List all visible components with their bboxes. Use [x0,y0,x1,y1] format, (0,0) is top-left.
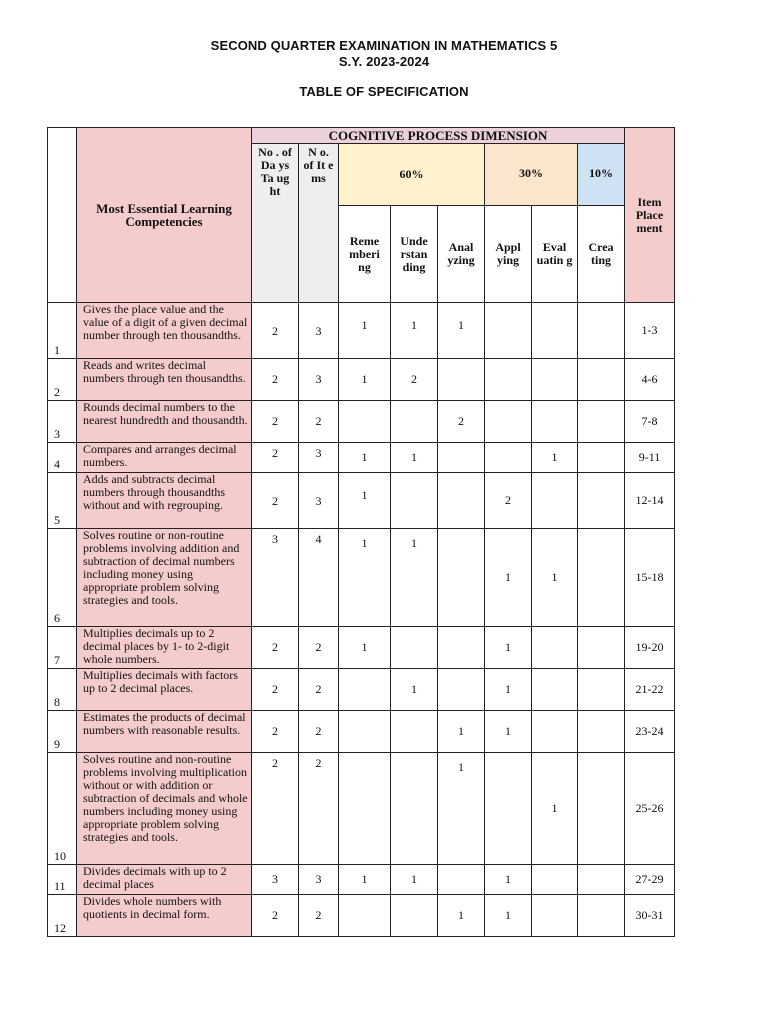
no-of-items-cell: 2 [299,711,339,753]
evaluating-cell [532,303,578,359]
applying-cell [485,753,532,865]
remembering-cell: 1 [339,529,391,627]
level-understanding: Unde rstan ding [391,206,438,303]
row-number: 5 [48,473,77,529]
analyzing-cell: 1 [438,711,485,753]
ten-percent-header: 10% [578,144,625,206]
competency-cell: Multiplies decimals up to 2 decimal places by 1- to 2-digit whole numbers. [77,627,252,669]
no-of-items-cell: 4 [299,529,339,627]
remembering-cell: 1 [339,627,391,669]
competency-cell: Compares and arranges decimal numbers. [77,443,252,473]
analyzing-cell [438,865,485,895]
level-applying: Appl ying [485,206,532,303]
understanding-cell: 2 [391,359,438,401]
applying-cell: 1 [485,669,532,711]
row-number: 10 [48,753,77,865]
creating-cell [578,303,625,359]
understanding-cell [391,753,438,865]
understanding-cell [391,473,438,529]
competency-cell: Rounds decimal numbers to the nearest hundredth and thousandth. [77,401,252,443]
cognitive-header: COGNITIVE PROCESS DIMENSION [252,128,625,144]
table-row [48,669,675,711]
days-taught-cell: 2 [252,895,299,937]
number-header [48,128,77,303]
remembering-cell: 1 [339,473,391,529]
remembering-cell: 1 [339,303,391,359]
competency-cell: Divides whole numbers with quotients in decimal form. [77,895,252,937]
row-number: 4 [48,443,77,473]
competency-cell: Multiplies decimals with factors up to 2 decimal places. [77,669,252,711]
understanding-cell: 1 [391,529,438,627]
days-taught-cell: 2 [252,443,299,473]
understanding-cell: 1 [391,669,438,711]
understanding-cell [391,711,438,753]
days-taught-cell: 2 [252,753,299,865]
analyzing-cell: 2 [438,401,485,443]
evaluating-cell [532,359,578,401]
item-placement-cell: 9-11 [625,443,675,473]
creating-cell [578,359,625,401]
days-taught-cell: 3 [252,529,299,627]
table-row [48,627,675,669]
item-placement-cell: 21-22 [625,669,675,711]
item-placement-cell: 12-14 [625,473,675,529]
level-remembering: Reme mberi ng [339,206,391,303]
evaluating-cell [532,669,578,711]
no-of-items-cell: 3 [299,359,339,401]
creating-cell [578,401,625,443]
competency-cell: Reads and writes decimal numbers through ten thousandths. [77,359,252,401]
creating-cell [578,895,625,937]
creating-cell [578,753,625,865]
table-row [48,443,675,473]
days-taught-cell: 3 [252,865,299,895]
analyzing-cell: 1 [438,895,485,937]
level-creating: Crea ting [578,206,625,303]
item-placement-header: Item Place ment [625,128,675,303]
days-taught-cell: 2 [252,401,299,443]
applying-cell: 1 [485,627,532,669]
remembering-cell: 1 [339,443,391,473]
row-number: 11 [48,865,77,895]
evaluating-cell [532,711,578,753]
row-number: 1 [48,303,77,359]
applying-cell [485,359,532,401]
no-of-items-cell: 3 [299,443,339,473]
competency-cell: Adds and subtracts decimal numbers through thousandths without and with regrouping. [77,473,252,529]
remembering-cell [339,753,391,865]
table-row [48,711,675,753]
applying-cell: 1 [485,865,532,895]
competency-cell: Solves routine or non-routine problems involving addition and subtraction of decimal numbers including money using appropriate problem solving strategies and tools. [77,529,252,627]
level-analyzing: Anal yzing [438,206,485,303]
competency-cell: Gives the place value and the value of a digit of a given decimal number through ten thousandths. [77,303,252,359]
analyzing-cell [438,359,485,401]
competency-cell: Estimates the products of decimal numbers with reasonable results. [77,711,252,753]
remembering-cell [339,401,391,443]
evaluating-cell: 1 [532,443,578,473]
evaluating-cell [532,895,578,937]
table-title: TABLE OF SPECIFICATION [299,84,469,99]
analyzing-cell: 1 [438,303,485,359]
creating-cell [578,627,625,669]
item-placement-cell: 25-26 [625,753,675,865]
understanding-cell: 1 [391,865,438,895]
item-placement-cell: 23-24 [625,711,675,753]
item-placement-cell: 27-29 [625,865,675,895]
table-row [48,473,675,529]
table-row [48,359,675,401]
table-row [48,303,675,359]
no-of-items-cell: 2 [299,753,339,865]
item-placement-cell: 7-8 [625,401,675,443]
remembering-cell [339,895,391,937]
item-placement-cell: 30-31 [625,895,675,937]
table-row [48,865,675,895]
table-row [48,529,675,627]
exam-title: SECOND QUARTER EXAMINATION IN MATHEMATICS 5 [210,38,558,53]
days-taught-header: No . of Da ys Ta ug ht [252,144,299,303]
days-taught-cell: 2 [252,711,299,753]
no-of-items-cell: 3 [299,865,339,895]
thirty-percent-header: 30% [485,144,578,206]
remembering-cell: 1 [339,865,391,895]
table-row [48,401,675,443]
row-number: 8 [48,669,77,711]
evaluating-cell: 1 [532,753,578,865]
no-of-items-cell: 3 [299,473,339,529]
creating-cell [578,669,625,711]
analyzing-cell [438,627,485,669]
applying-cell: 1 [485,529,532,627]
row-number: 7 [48,627,77,669]
level-evaluating: Eval uatin g [532,206,578,303]
understanding-cell [391,895,438,937]
table-row [48,895,675,937]
days-taught-cell: 2 [252,669,299,711]
no-of-items-cell: 2 [299,895,339,937]
school-year: S.Y. 2023-2024 [338,54,430,69]
item-placement-cell: 4-6 [625,359,675,401]
no-of-items-cell: 2 [299,627,339,669]
evaluating-cell [532,627,578,669]
specification-table [47,127,675,937]
evaluating-cell [532,473,578,529]
applying-cell [485,443,532,473]
competency-cell: Divides decimals with up to 2 decimal places [77,865,252,895]
creating-cell [578,529,625,627]
days-taught-cell: 2 [252,627,299,669]
days-taught-cell: 2 [252,359,299,401]
no-of-items-cell: 3 [299,303,339,359]
days-taught-cell: 2 [252,473,299,529]
applying-cell: 1 [485,711,532,753]
analyzing-cell: 1 [438,753,485,865]
evaluating-cell [532,401,578,443]
analyzing-cell [438,443,485,473]
days-taught-cell: 2 [252,303,299,359]
competency-header: Most Essential Learning Competencies [77,128,252,303]
table-row [48,753,675,865]
no-of-items-cell: 2 [299,669,339,711]
creating-cell [578,443,625,473]
row-number: 12 [48,895,77,937]
row-number: 9 [48,711,77,753]
remembering-cell [339,669,391,711]
row-number: 3 [48,401,77,443]
no-of-items-header: N o. of It e ms [299,144,339,303]
applying-cell: 2 [485,473,532,529]
remembering-cell: 1 [339,359,391,401]
analyzing-cell [438,473,485,529]
item-placement-cell: 15-18 [625,529,675,627]
understanding-cell [391,627,438,669]
sixty-percent-header: 60% [339,144,485,206]
remembering-cell [339,711,391,753]
creating-cell [578,473,625,529]
evaluating-cell: 1 [532,529,578,627]
evaluating-cell [532,865,578,895]
applying-cell [485,401,532,443]
item-placement-cell: 19-20 [625,627,675,669]
row-number: 2 [48,359,77,401]
understanding-cell: 1 [391,443,438,473]
understanding-cell: 1 [391,303,438,359]
item-placement-cell: 1-3 [625,303,675,359]
applying-cell: 1 [485,895,532,937]
creating-cell [578,711,625,753]
understanding-cell [391,401,438,443]
creating-cell [578,865,625,895]
applying-cell [485,303,532,359]
no-of-items-cell: 2 [299,401,339,443]
row-number: 6 [48,529,77,627]
analyzing-cell [438,669,485,711]
analyzing-cell [438,529,485,627]
competency-cell: Solves routine and non-routine problems involving multiplication without or with addition or subtraction of decimals and whole numbers including money using appropriate problem solving strategies and tools. [77,753,252,865]
